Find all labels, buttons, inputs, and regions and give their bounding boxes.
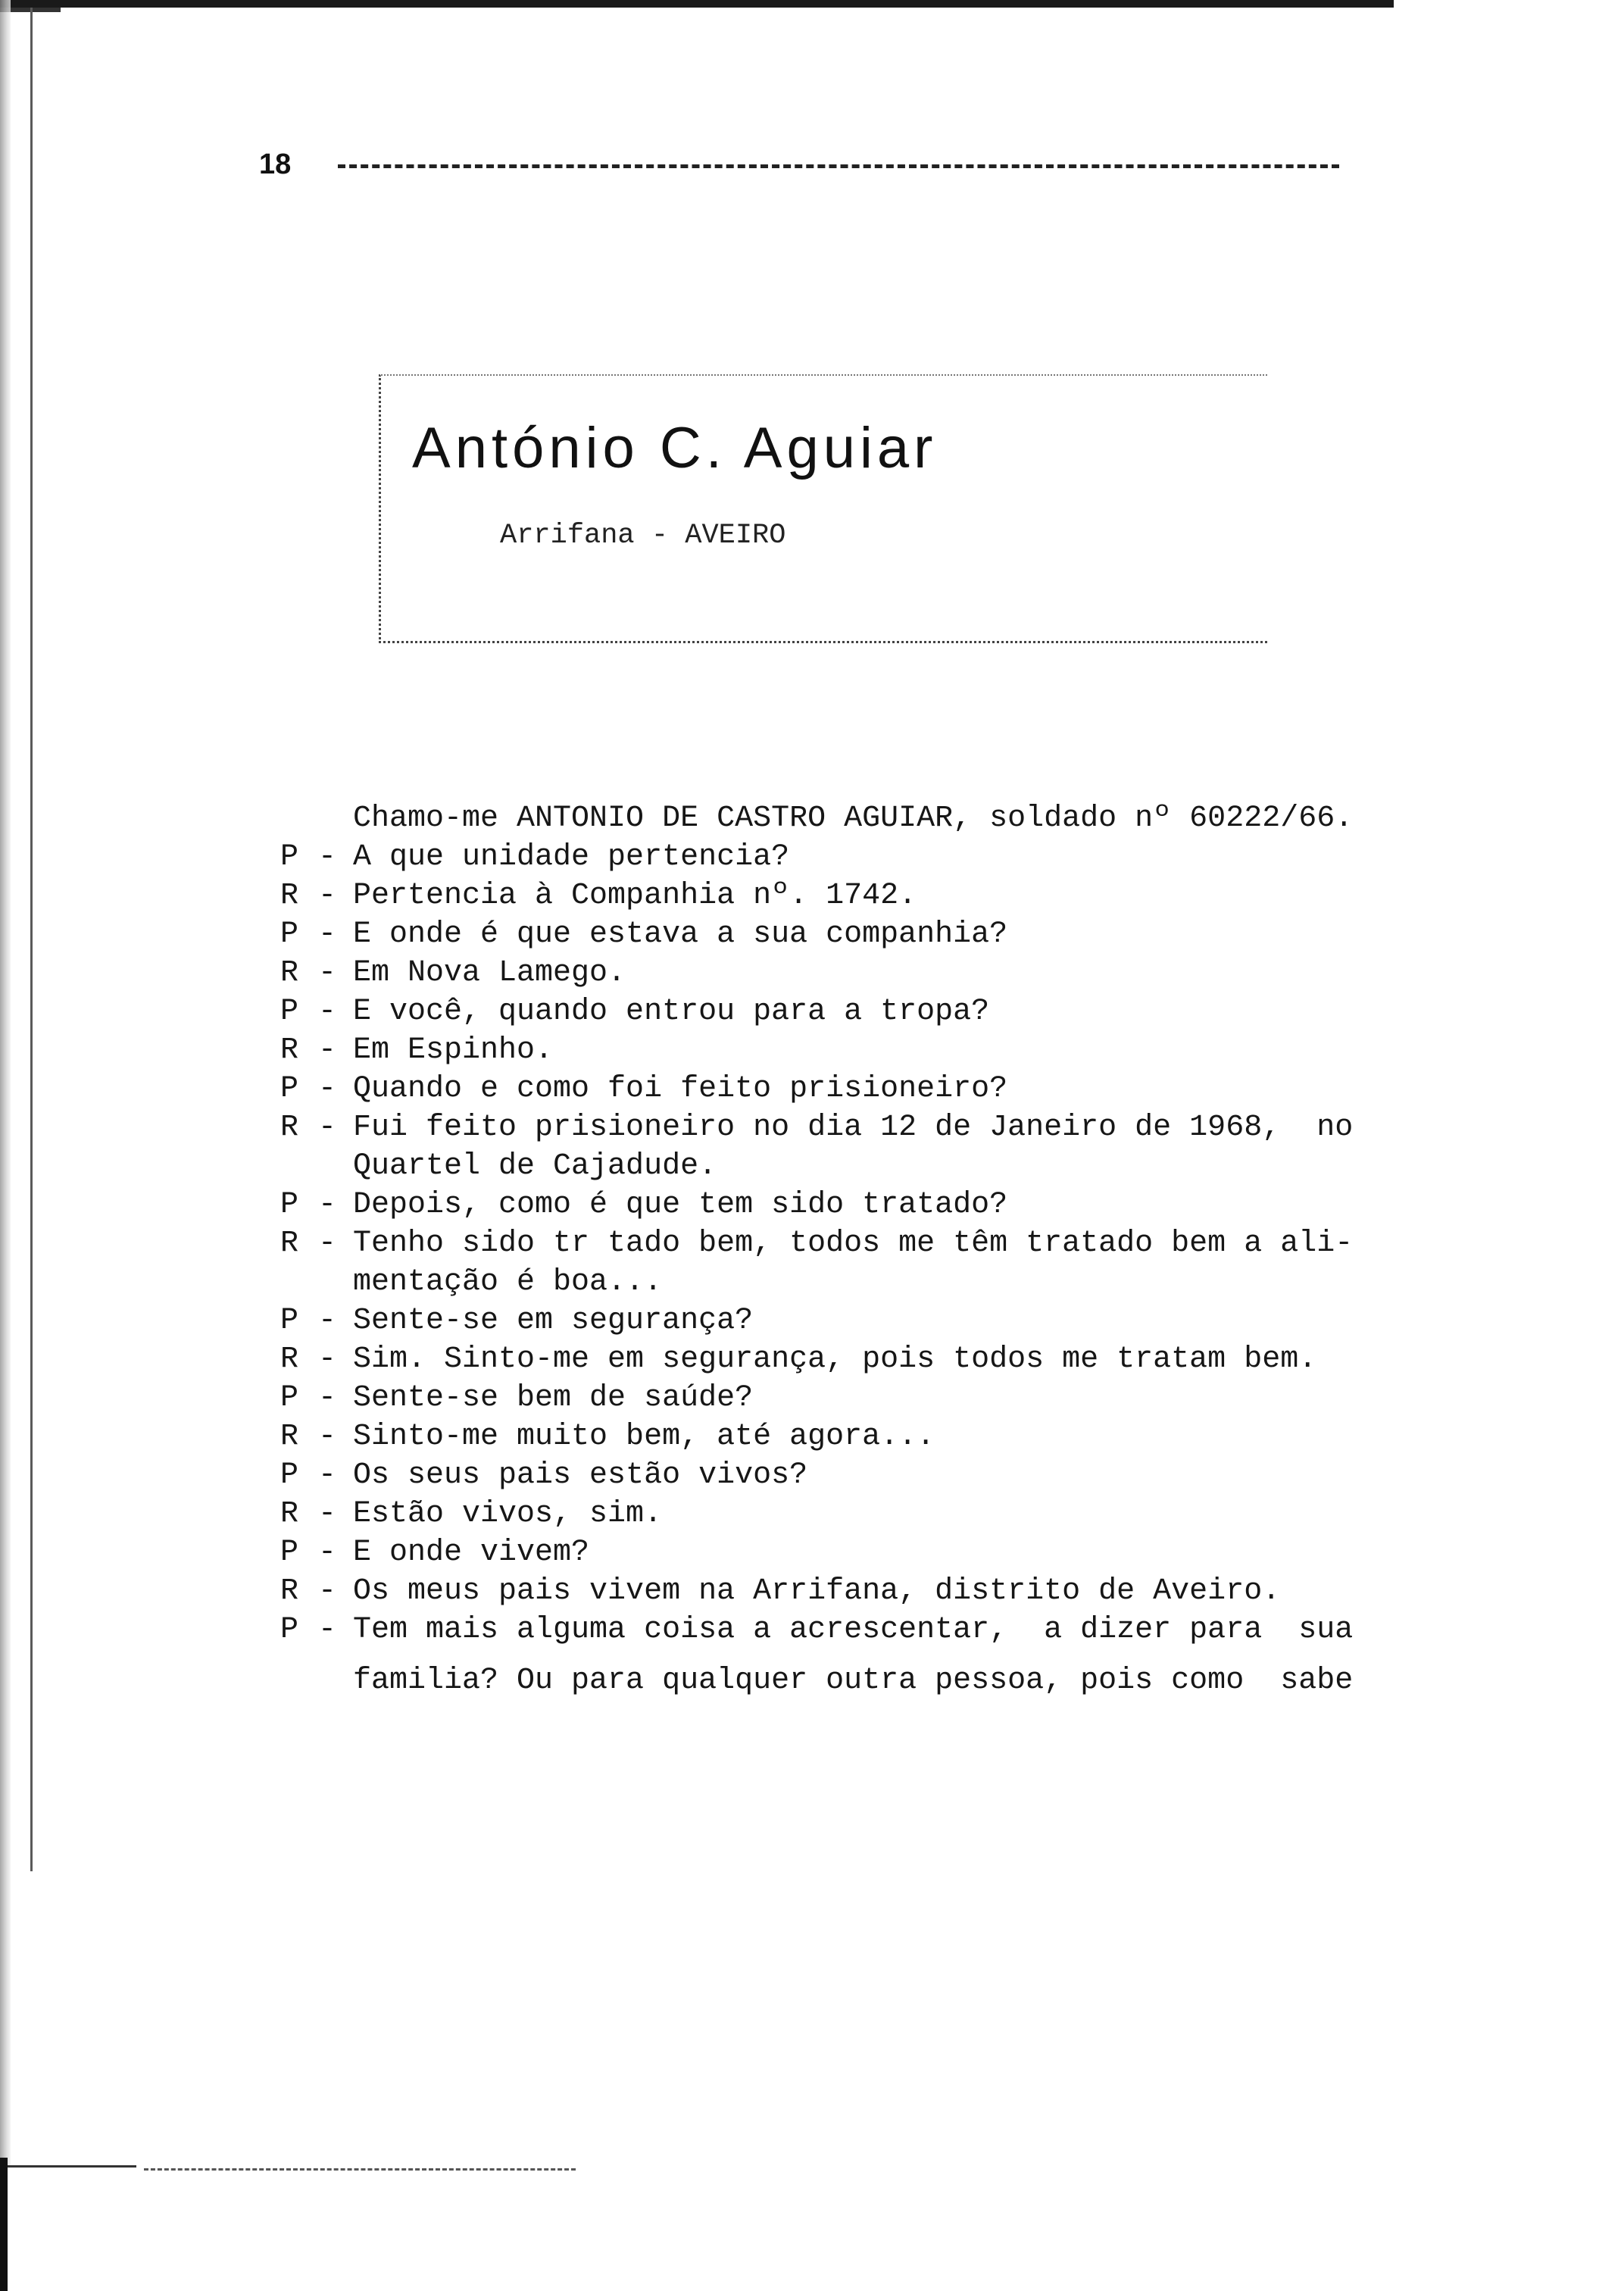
speaker-label: R [280, 1111, 299, 1145]
speaker-label: P [280, 917, 299, 952]
interview-line: E você, quando entrou para a tropa? [353, 995, 990, 1029]
speaker-label: R [280, 1420, 299, 1454]
speaker-dash: - [318, 1342, 337, 1377]
speaker-dash: - [318, 840, 337, 874]
interview-line: E onde é que estava a sua companhia? [353, 917, 1008, 952]
speaker-label: R [280, 956, 299, 990]
speaker-label: P [280, 1304, 299, 1338]
scan-bottom-dashed-rule [144, 2168, 576, 2171]
speaker-label: R [280, 1033, 299, 1067]
person-location: Arrifana - AVEIRO [500, 520, 786, 552]
speaker-label: R [280, 1574, 299, 1608]
speaker-dash: - [318, 1227, 337, 1261]
speaker-label: P [280, 995, 299, 1029]
header-rule [338, 164, 1339, 168]
speaker-dash: - [318, 1458, 337, 1492]
speaker-label: P [280, 840, 299, 874]
speaker-label: P [280, 1536, 299, 1570]
interview-line: Os seus pais estão vivos? [353, 1458, 808, 1492]
scan-bottom-rule [8, 2165, 136, 2168]
interview-line: Tenho sido tr tado bem, todos me têm tratado bem a ali- [353, 1227, 1354, 1261]
interview-line-continued: mentação é boa... [353, 1265, 663, 1299]
scan-edge-left [0, 0, 11, 2167]
speaker-label: R [280, 879, 299, 913]
interview-line: Fui feito prisioneiro no dia 12 de Janeiro de 1968, no [353, 1111, 1354, 1145]
speaker-dash: - [318, 917, 337, 952]
interview-line: Tem mais alguma coisa a acrescentar, a dizer para sua [353, 1613, 1354, 1647]
person-name: António C. Aguiar [412, 416, 938, 480]
scan-edge-top [0, 0, 1394, 8]
speaker-dash: - [318, 1536, 337, 1570]
interview-intro: Chamo-me ANTONIO DE CASTRO AGUIAR, soldado nº 60222/66. [353, 802, 1354, 836]
interview-line-continued: familia? Ou para qualquer outra pessoa, pois como sabe [353, 1664, 1354, 1698]
interview-line: E onde vivem? [353, 1536, 590, 1570]
speaker-dash: - [318, 1420, 337, 1454]
speaker-label: P [280, 1458, 299, 1492]
scan-edge-bottom-left [0, 2158, 8, 2291]
interview-line: Sente-se em segurança? [353, 1304, 754, 1338]
page-number: 18 [259, 148, 292, 180]
speaker-dash: - [318, 1072, 337, 1106]
speaker-dash: - [318, 1304, 337, 1338]
interview-line: Quando e como foi feito prisioneiro? [353, 1072, 1008, 1106]
speaker-label: R [280, 1342, 299, 1377]
speaker-label: R [280, 1497, 299, 1531]
speaker-dash: - [318, 1111, 337, 1145]
speaker-label: P [280, 1613, 299, 1647]
speaker-label: P [280, 1188, 299, 1222]
interview-line: Em Nova Lamego. [353, 956, 626, 990]
interview-line: Os meus pais vivem na Arrifana, distrito de Aveiro. [353, 1574, 1281, 1608]
interview-line: Pertencia à Companhia nº. 1742. [353, 879, 917, 913]
speaker-dash: - [318, 1497, 337, 1531]
speaker-dash: - [318, 1188, 337, 1222]
interview-line: A que unidade pertencia? [353, 840, 790, 874]
speaker-dash: - [318, 995, 337, 1029]
speaker-label: P [280, 1381, 299, 1415]
scan-fold-line [30, 8, 33, 1871]
speaker-dash: - [318, 1033, 337, 1067]
speaker-dash: - [318, 879, 337, 913]
speaker-dash: - [318, 1613, 337, 1647]
speaker-label: R [280, 1227, 299, 1261]
interview-line: Estão vivos, sim. [353, 1497, 663, 1531]
interview-line: Sente-se bem de saúde? [353, 1381, 754, 1415]
interview-line-continued: Quartel de Cajadude. [353, 1149, 717, 1183]
speaker-dash: - [318, 1574, 337, 1608]
interview-line: Depois, como é que tem sido tratado? [353, 1188, 1008, 1222]
interview-line: Em Espinho. [353, 1033, 554, 1067]
speaker-dash: - [318, 956, 337, 990]
interview-line: Sim. Sinto-me em segurança, pois todos me tratam bem. [353, 1342, 1317, 1377]
interview-line: Sinto-me muito bem, até agora... [353, 1420, 935, 1454]
speaker-dash: - [318, 1381, 337, 1415]
speaker-label: P [280, 1072, 299, 1106]
